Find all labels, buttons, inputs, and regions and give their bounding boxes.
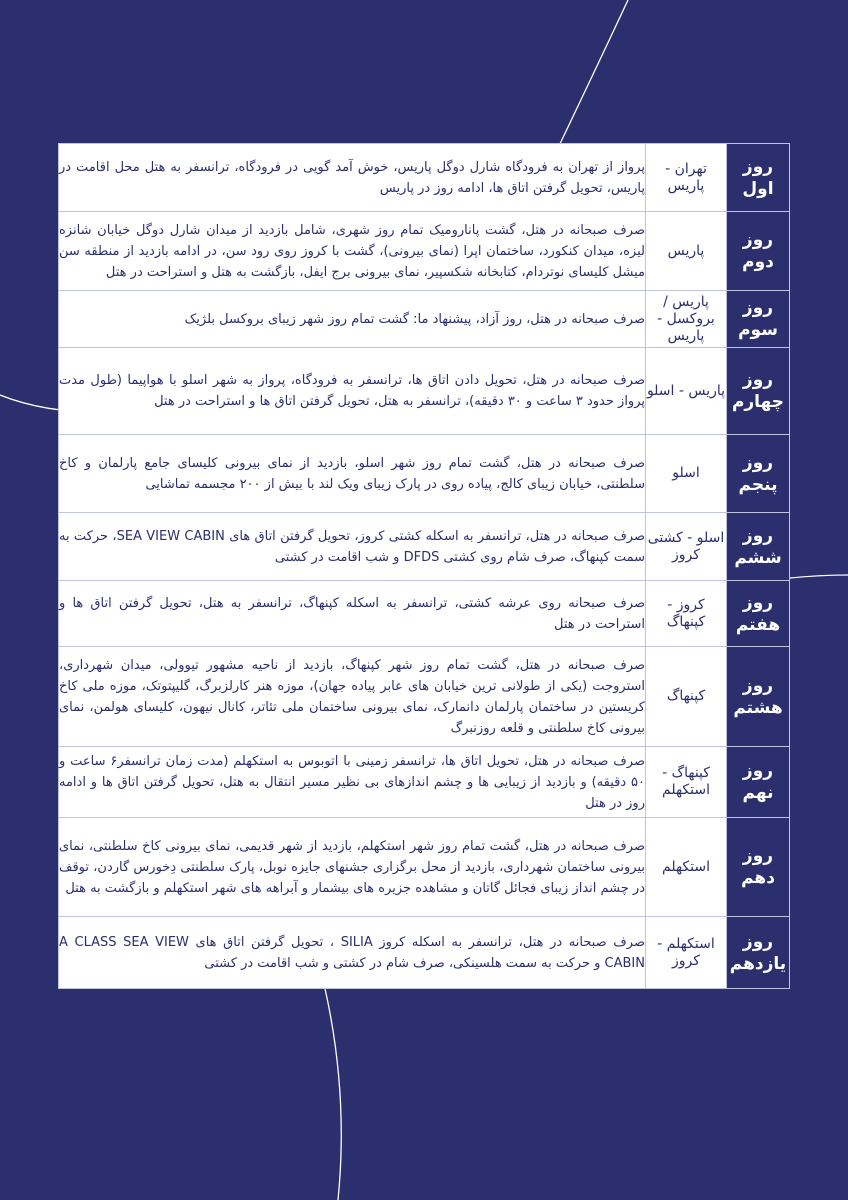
day-cell: روز یازدهم <box>727 917 790 989</box>
table-row <box>59 647 790 747</box>
day-cell: روز نهم <box>727 747 790 818</box>
table-row <box>59 513 790 581</box>
city-cell: پاریس / بروکسل - پاریس <box>646 291 727 348</box>
description-cell: صرف صبحانه در هتل، تحویل دادن اتاق ها، ترانسفر به فرودگاه، پرواز به شهر اسلو با هواپیما (طول مدت پرواز حدود ۳ ساعت و ۳۰ دقیقه)، ترانسفر به هتل، تحویل گرفتن اتاق ها و استراحت در هتل <box>59 348 646 435</box>
description-cell: صرف صبحانه در هتل، گشت تمام روز شهر استکهلم، بازدید از شهر قدیمی، نمای بیرونی کاخ سلطنتی، نمای بیرونی ساختمان شهرداری، بازدید از محل برگزاری جشنهای جایزه نوبل، پارک سلطنتی دِخورس گاردن، توقف در چشم انداز زیبای فجائل گاتان و مشاهده جزیره های بیشمار و آبراهه های شهر استکهلم و بازگشت به هتل <box>59 818 646 917</box>
table-row <box>59 435 790 513</box>
description-cell: صرف صبحانه در هتل، ترانسفر به اسکله کشتی کروز، تحویل گرفتن اتاق های SEA VIEW CABIN، حرکت به سمت کپنهاگ، صرف شام روی کشتی DFDS و شب اقامت در کشتی <box>59 513 646 581</box>
city-cell: پاریس <box>646 212 727 291</box>
table-row <box>59 818 790 917</box>
description-cell: صرف صبحانه در هتل، گشت تمام روز شهر کپنهاگ، بازدید از ناحیه مشهور تیوولی، میدان شهرداری، استروجت (یکی از طولانی ترین خیابان های عابر پیاده جهان)، موزه هنر کارلزبرگ، گلیپتوتک، موزه ملی کاخ کریستین در ساختمان پارلمان دانمارک، نمای بیرونی ساختمان ملی تئاتر، کانال نیهون، کلیسای هولمن، نمای بیرونی کاخ سلطنتی و قلعه روزنبرگ <box>59 647 646 747</box>
table-row <box>59 291 790 348</box>
description-cell: صرف صبحانه در هتل، روز آزاد، پیشنهاد ما: گشت تمام روز شهر زیبای بروکسل بلژیک <box>59 291 646 348</box>
city-cell: تهران - پاریس <box>646 144 727 212</box>
day-cell: روز چهارم <box>727 348 790 435</box>
day-cell: روز هشتم <box>727 647 790 747</box>
city-cell: کپنهاگ <box>646 647 727 747</box>
day-cell: روز سوم <box>727 291 790 348</box>
description-cell: صرف صبحانه در هتل، گشت تمام روز شهر اسلو، بازدید از نمای بیرونی کلیسای جامع پارلمان و کاخ سلطنتی، خیابان زیبای کالج، پیاده روی در پارک زیبای ویک لند با بیش از ۲۰۰ مجسمه تماشایی <box>59 435 646 513</box>
arc-bottom <box>318 960 341 1200</box>
arc-right <box>790 575 848 578</box>
day-cell: روز ششم <box>727 513 790 581</box>
day-cell: روز دهم <box>727 818 790 917</box>
day-cell: روز اول <box>727 144 790 212</box>
city-cell: اسلو - کشتی کروز <box>646 513 727 581</box>
itinerary-table <box>58 143 790 989</box>
table-row <box>59 581 790 647</box>
description-cell: صرف صبحانه روی عرشه کشتی، ترانسفر به اسکله کپنهاگ، ترانسفر به هتل، تحویل گرفتن اتاق ها و استراحت در هتل <box>59 581 646 647</box>
day-cell: روز دوم <box>727 212 790 291</box>
city-cell: استکهلم <box>646 818 727 917</box>
city-cell: استکهلم - کروز <box>646 917 727 989</box>
day-cell: روز پنجم <box>727 435 790 513</box>
table-row <box>59 212 790 291</box>
description-cell: صرف صبحانه در هتل، ترانسفر به اسکله کروز SILIA ، تحویل گرفتن اتاق های A CLASS SEA VIEW CABIN و حرکت به سمت هلسینکی، صرف شام در کشتی و شب اقامت در کشتی <box>59 917 646 989</box>
description-cell: پرواز از تهران به فرودگاه شارل دوگل پاریس، خوش آمد گویی در فرودگاه، ترانسفر به هتل محل اقامت در پاریس، تحویل گرفتن اتاق ها، ادامه روز در پاریس <box>59 144 646 212</box>
city-cell: پاریس - اسلو <box>646 348 727 435</box>
city-cell: کپنهاگ - استکهلم <box>646 747 727 818</box>
table-row <box>59 917 790 989</box>
table-row <box>59 144 790 212</box>
city-cell: اسلو <box>646 435 727 513</box>
table-row <box>59 348 790 435</box>
description-cell: صرف صبحانه در هتل، تحویل اتاق ها، ترانسفر زمینی با اتوبوس به استکهلم (مدت زمان ترانسفر۶ ساعت و ۵۰ دقیقه) و بازدید از زیبایی ها و چشم اندازهای بی نظیر مسیر انتقال به هتل، تحویل گرفتن اتاق ها و ادامه روز در هتل <box>59 747 646 818</box>
arc-top-right <box>558 0 628 148</box>
description-cell: صرف صبحانه در هتل، گشت پاناروميک تمام روز شهری، شامل بازدید از میدان شارل دوگل خیابان شانزه لیزه، میدان کنکورد، ساختمان اپرا (نمای بیرونی)، گشت با کروز روی رود سن، در ادامه بازدید از منطقه سن میشل کلیسای نوتردام، کتابخانه شکسپیر، نمای بیرونی برج ایفل، بازگشت به هتل و استراحت در هتل <box>59 212 646 291</box>
day-cell: روز هفتم <box>727 581 790 647</box>
city-cell: کروز - کپنهاگ <box>646 581 727 647</box>
table-row <box>59 747 790 818</box>
